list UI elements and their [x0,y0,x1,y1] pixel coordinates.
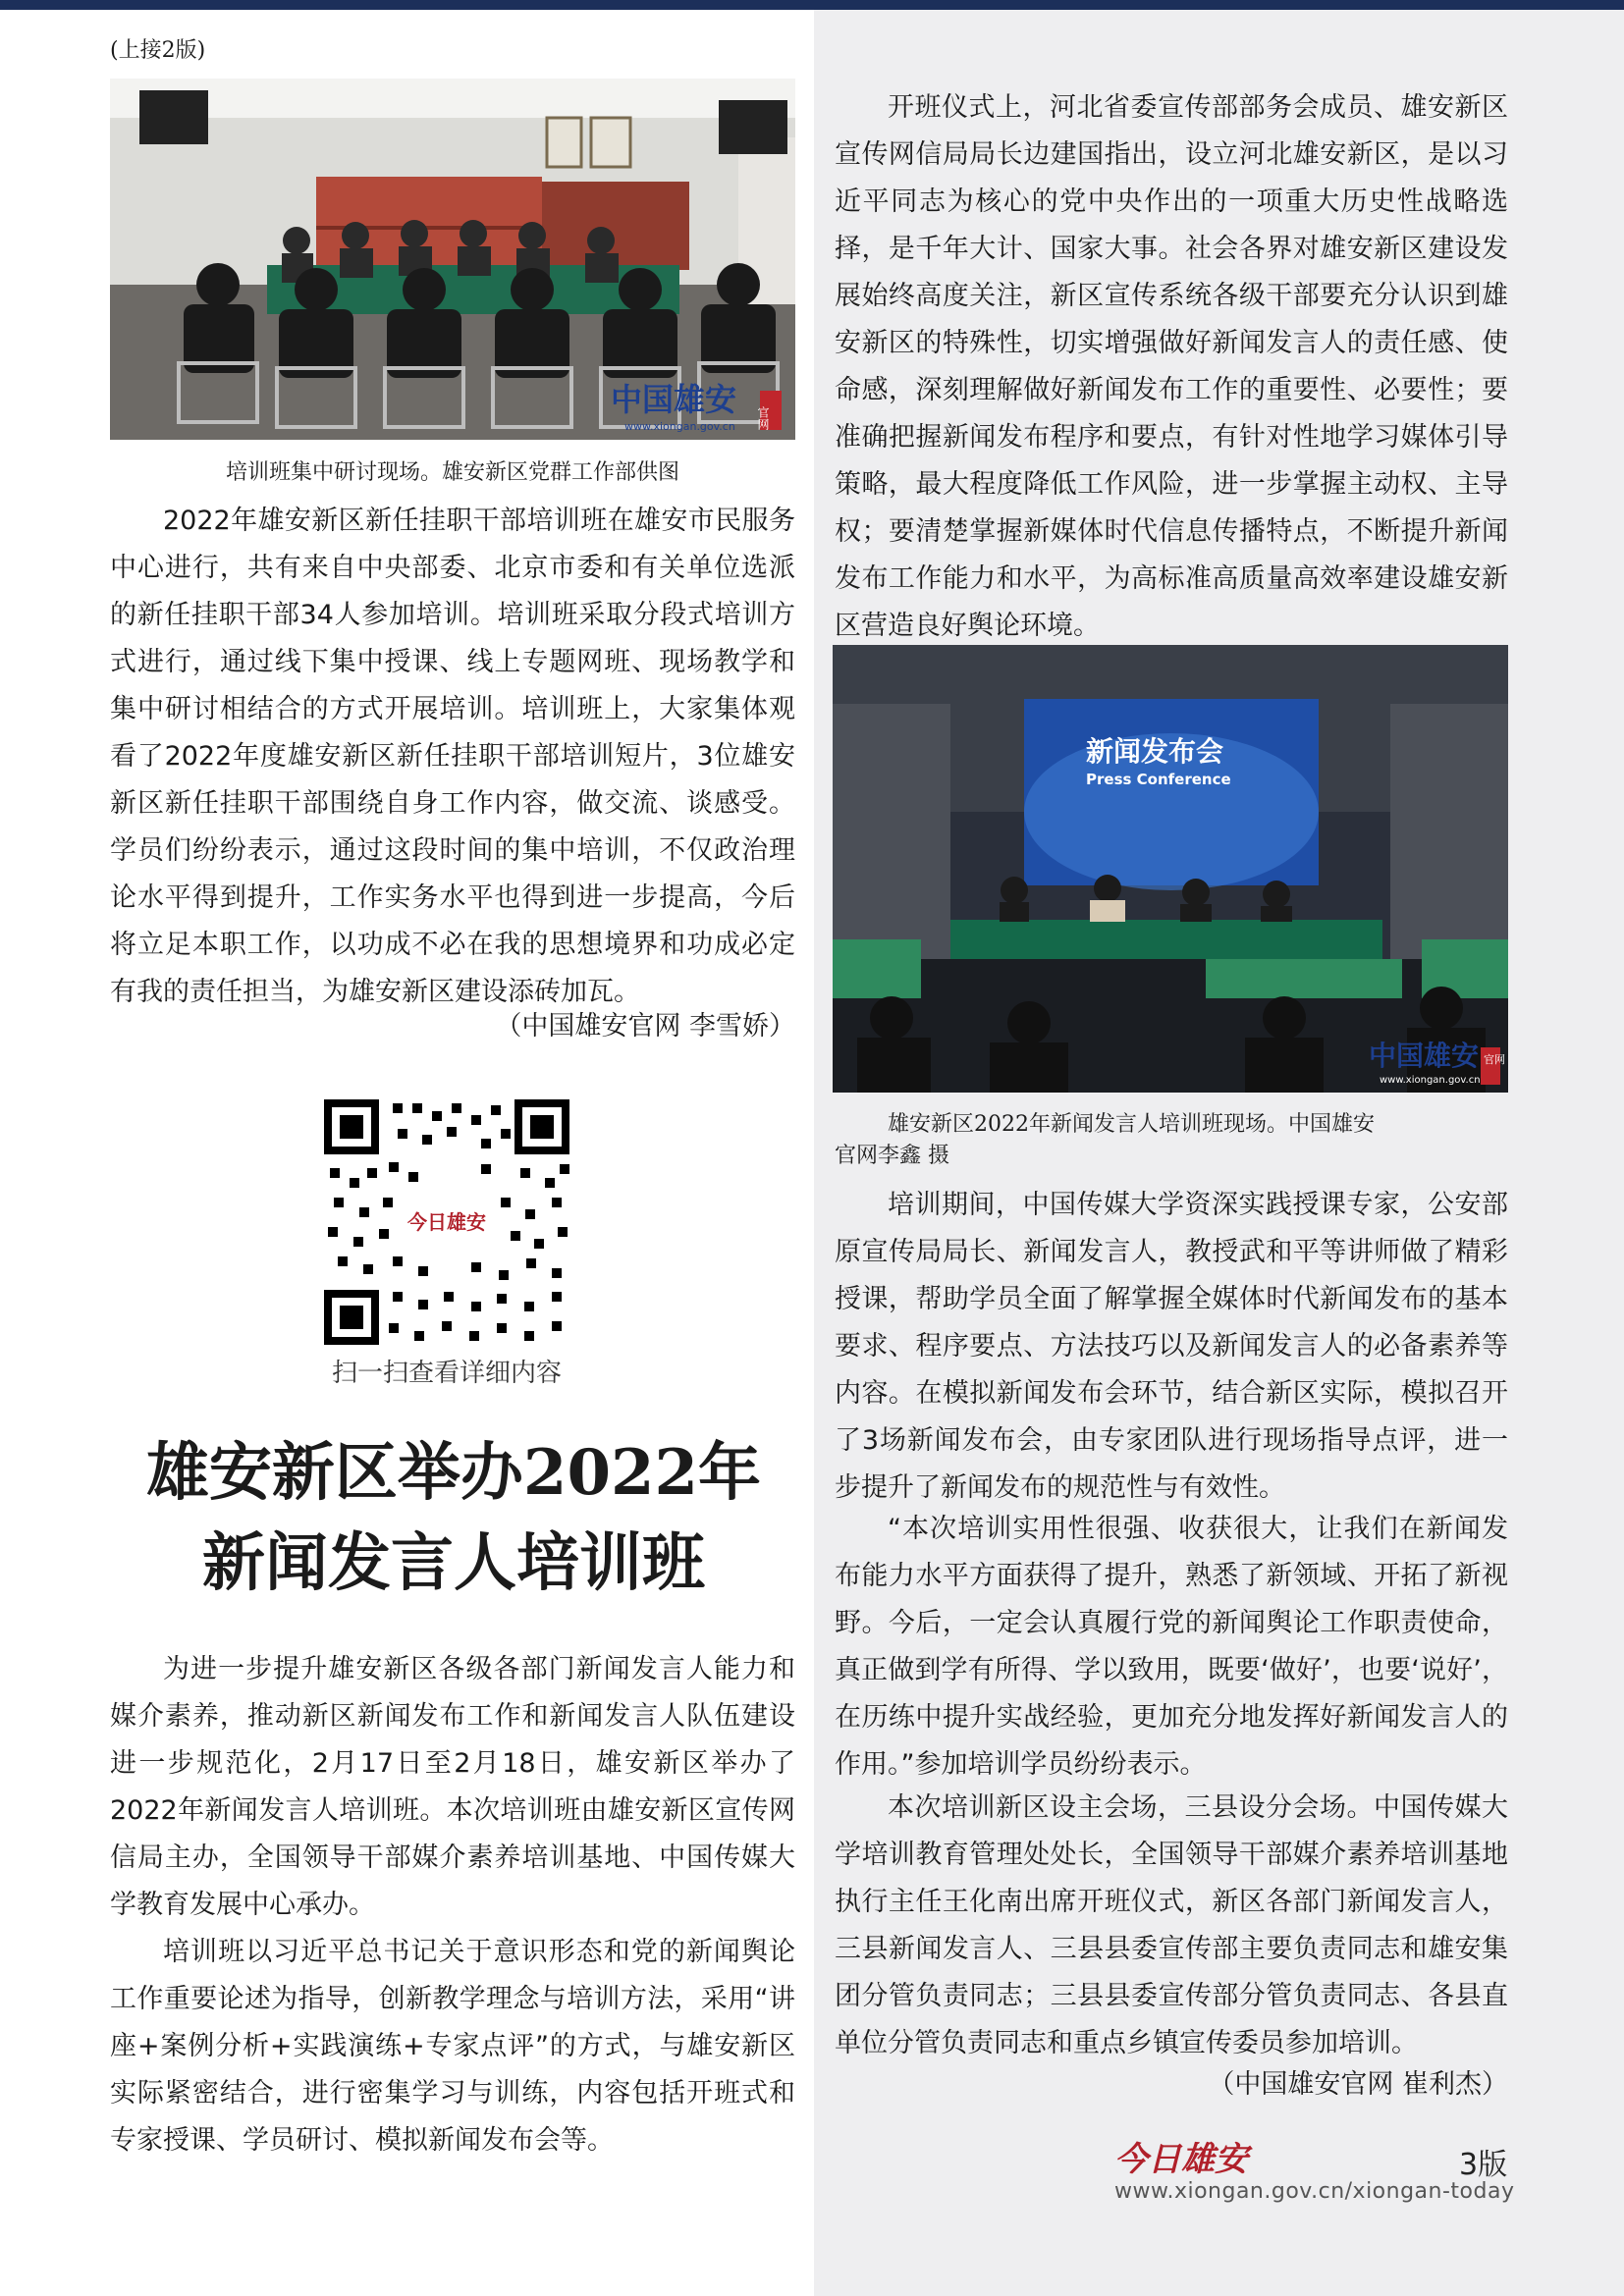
photo2-seal: 官网 [1484,1053,1505,1066]
photo2-caption-line1: 雄安新区2022年新闻发言人培训班现场。中国雄安 [888,1112,1375,1137]
qr-caption: 扫一扫查看详细内容 [331,1359,562,1388]
screen-title: 新闻发布会 [1086,735,1224,768]
photo2-watermark-url: www.xiongan.gov.cn [1380,1075,1481,1086]
photo2-caption-line2: 官网李鑫 摄 [835,1144,949,1168]
article2-paragraph5: “本次培训实用性很强、收获很大，让我们在新闻发布能力水平方面获得了提升，熟悉了新领域、开拓了新视野。今后，一定会认真履行党的新闻舆论工作职责使命，真正做到学有所得、学以致用，既要‘做好’，也要‘说好’，在历练中提升实战经验，更加充分地发挥好新闻发言人的作用。”参加培训学员纷纷表示。 [835,1514,1508,1780]
photo1-caption: 培训班集中研讨现场。雄安新区党群工作部供图 [225,460,679,485]
article2-paragraph4: 培训期间，中国传媒大学资深实践授课专家，公安部原宣传局局长、新闻发言人，教授武和平等讲师做了精彩授课，帮助学员全面了解掌握全媒体时代新闻发布的基本要求、程序要点、方法技巧以及新闻发言人的必备素养等内容。在模拟新闻发布会环节，结合新区实际，模拟召开了3场新闻发布会，由专家团队进行现场指导点评，进一步提升了新闻发布的规范性与有效性。 [835,1190,1508,1503]
top-bar [0,0,1624,10]
photo1-watermark: 中国雄安 [611,381,737,418]
headline-line1: 雄安新区举办2022年 [145,1436,762,1510]
article2-paragraph1: 为进一步提升雄安新区各级各部门新闻发言人能力和媒介素养，推动新区新闻发布工作和新闻发言人队伍建设进一步规范化，2月17日至2月18日，雄安新区举办了2022年新闻发言人培训班。本次培训班由雄安新区宣传网信局主办，全国领导干部媒介素养培训基地、中国传媒大学教育发展中心承办。 [110,1654,795,1920]
page-number: 3版 [1459,2148,1508,2182]
article2-paragraph6: 本次培训新区设主会场，三县设分会场。中国传媒大学培训教育管理处处长，全国领导干部媒介素养培训基地执行主任王化南出席开班仪式，新区各部门新闻发言人，三县新闻发言人、三县县委宣传部主要负责同志和雄安集团分管负责同志；三县县委宣传部分管负责同志、各县直单位分管负责同志和重点乡镇宣传委员参加培训。 [835,1792,1508,2058]
headline-line2: 新闻发言人培训班 [202,1526,705,1600]
photo2-watermark: 中国雄安 [1369,1040,1480,1072]
article2-paragraph3: 开班仪式上，河北省委宣传部部务会成员、雄安新区宣传网信局局长边建国指出，设立河北雄安新区，是以习近平同志为核心的党中央作出的一项重大历史性战略选择，是千年大计、国家大事。社会各界对雄安新区建设发展始终高度关注，新区宣传系统各级干部要充分认识到雄安新区的特殊性，切实增强做好新闻发言人的责任感、使命感，深刻理解做好新闻发布工作的重要性、必要性；要准确把握新闻发布程序和要点，有针对性地学习媒体引导策略，最大程度降低工作风险，进一步掌握主动权、主导权；要清楚掌握新媒体时代信息传播特点，不断提升新闻发布工作能力和水平，为高标准高质量高效率建设雄安新区营造良好舆论环境。 [835,92,1508,641]
headline [110,1428,797,1609]
footer-brand-logo: 今日雄安 [1114,2140,1248,2179]
seminar-photo [110,79,795,440]
article1-body: 2022年雄安新区新任挂职干部培训班在雄安市民服务中心进行，共有来自中央部委、北京市委和有关单位选派的新任挂职干部34人参加培训。培训班采取分段式培训方式进行，通过线下集中授课、线上专题网班、现场教学和集中研讨相结合的方式开展培训。培训班上，大家集体观看了2022年度雄安新区新任挂职干部培训短片，3位雄安新区新任挂职干部围绕自身工作内容，做交流、谈感受。学员们纷纷表示，通过这段时间的集中培训，不仅政治理论水平得到提升，工作实务水平也得到进一步提高，今后将立足本职工作，以功成不必在我的思想境界和功成必定有我的责任担当，为雄安新区建设添砖加瓦。 [110,506,795,1007]
continued-note: (上接2版) [110,38,206,63]
screen-subtitle: Press Conference [1086,771,1231,788]
footer-url[interactable]: www.xiongan.gov.cn/xiongan-today [1114,2179,1515,2204]
qr-center-label: 今日雄安 [407,1210,486,1234]
article2-source: （中国雄安官网 崔利杰） [1208,2069,1508,2100]
qr-code[interactable] [324,1099,569,1345]
photo1-seal: 官网 [756,406,770,430]
article1-source: （中国雄安官网 李雪娇） [495,1011,795,1041]
photo1-watermark-url: www.xiongan.gov.cn [624,420,735,433]
article2-paragraph2: 培训班以习近平总书记关于意识形态和党的新闻舆论工作重要论述为指导，创新教学理念与培训方法，采用“讲座+案例分析+实践演练+专家点评”的方式，与雄安新区实际紧密结合，进行密集学习与训练，内容包括开班式和专家授课、学员研讨、模拟新闻发布会等。 [110,1937,795,2156]
press-conference-photo [833,645,1508,1093]
